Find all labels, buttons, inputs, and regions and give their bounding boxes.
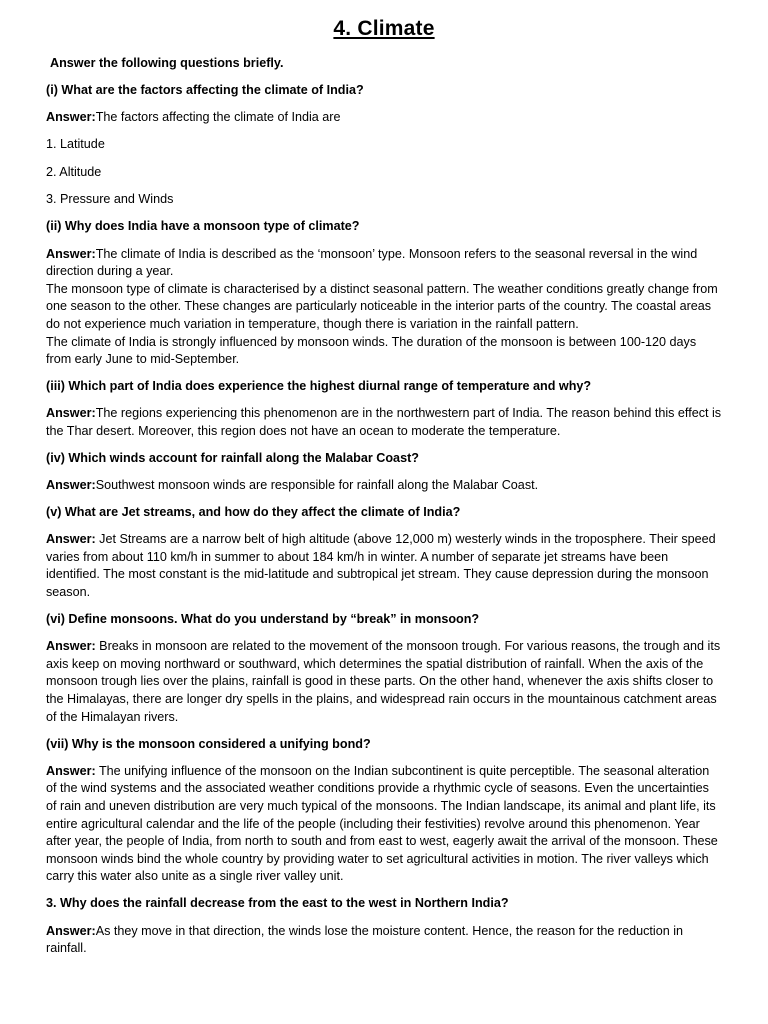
answer-3 [46,405,722,440]
answer-text: The unifying influence of the monsoon on the Indian subcontinent is quite perceptible. The seasonal alteration of the wind systems and the associated weather conditions provide a rhythmic cycle of seasons. Even the uncertainties of rain and uneven distribution are very much typical of the monsoons. The Indian landscape, its animal and plant life, its entire agricultural calendar and the life of the people (including their festivities) revolve around this phenomenon. Year after year, the people of India, from north to south and from east to west, eagerly await the arrival of the monsoon. These monsoon winds bind the whole country by providing water to set agricultural activities in motion. The river valleys which carry this water also unite as a single river valley unit. [46,763,718,884]
answer-text: Breaks in monsoon are related to the movement of the monsoon trough. For various reasons, the trough and its axis keep on moving northward or southward, which determines the spatial distribution of rainfall. When the axis of the monsoon trough lies over the plains, rainfall is good in these parts. On the other hand, whenever the axis shifts closer to the Himalayas, there are longer dry spells in the plains, and widespread rain occurs in the mountainous catchment areas of the Himalayan rivers. [46,639,721,724]
answer-label: Answer: [46,532,96,547]
question-1: (i) What are the factors affecting the climate of India? [46,83,364,98]
answer-text: As they move in that direction, the winds lose the moisture content. Hence, the reason for the reduction in rainfall. [46,923,684,956]
question-2: (ii) Why does India have a monsoon type of climate? [46,219,360,234]
answer-text: Jet Streams are a narrow belt of high altitude (above 12,000 m) westerly winds in the troposphere. Their speed varies from about 110 km/h in summer to about 184 km/h in winter. A number of separate jet streams have been identified. The most constant is the mid-latitude and subtropical jet stream. They cause depression during the monsoon season. [46,532,716,600]
answer-text: The regions experiencing this phenomenon are in the northwestern part of India. The reason behind this effect is the Thar desert. Moreover, this region does not have an ocean to moderate the temperature. [46,406,722,438]
answer-paragraph: The monsoon type of climate is characterised by a distinct seasonal pattern. The weather conditions greatly change from one season to the other. These changes are particularly noticeable in the interior parts of the country. The coastal areas do not experience much variation in temperature, though there is variation in the rainfall pattern. [46,281,718,331]
answer-text: The factors affecting the climate of India are [95,110,341,125]
question-6: (vi) Define monsoons. What do you understand by “break” in monsoon? [46,612,480,627]
document-body [46,55,722,967]
question-4: (iv) Which winds account for rainfall along the Malabar Coast? [46,450,419,465]
answer-paragraph: The climate of India is strongly influenced by monsoon winds. The duration of the monsoon is between 100-120 days from early June to mid-September. [46,334,697,367]
answer-label: Answer: [46,639,96,654]
intro-instruction: Answer the following questions briefly. [50,56,284,70]
answer-text: The climate of India is described as the ‘monsoon’ type. Monsoon refers to the seasonal reversal in the wind direction during a year. [46,246,698,279]
question-5: (v) What are Jet streams, and how do they affect the climate of India? [46,505,461,520]
list-item: 1. Latitude [46,137,105,152]
answer-text: Southwest monsoon winds are responsible for rainfall along the Malabar Coast. [95,478,539,493]
answer-1 [46,109,722,127]
answer-label: Answer: [46,763,96,778]
answer-7 [46,763,722,886]
answer-6 [46,638,722,726]
question-3: (iii) Which part of India does experience the highest diurnal range of temperature and why? [46,379,592,394]
answer-label: Answer: [46,923,96,938]
answer-label: Answer: [46,478,96,493]
page-title: 4. Climate [333,17,435,40]
question-7: (vii) Why is the monsoon considered a unifying bond? [46,736,371,751]
list-item: 3. Pressure and Winds [46,192,174,207]
answer-label: Answer: [46,246,96,261]
question-8: 3. Why does the rainfall decrease from the east to the west in Northern India? [46,896,509,911]
answer-8 [46,923,722,958]
answer-4 [46,477,722,495]
answer-label: Answer: [46,406,96,421]
list-item: 2. Altitude [46,164,102,179]
answer-2 [46,246,722,369]
answer-label: Answer: [46,110,96,125]
answer-5 [46,531,722,601]
